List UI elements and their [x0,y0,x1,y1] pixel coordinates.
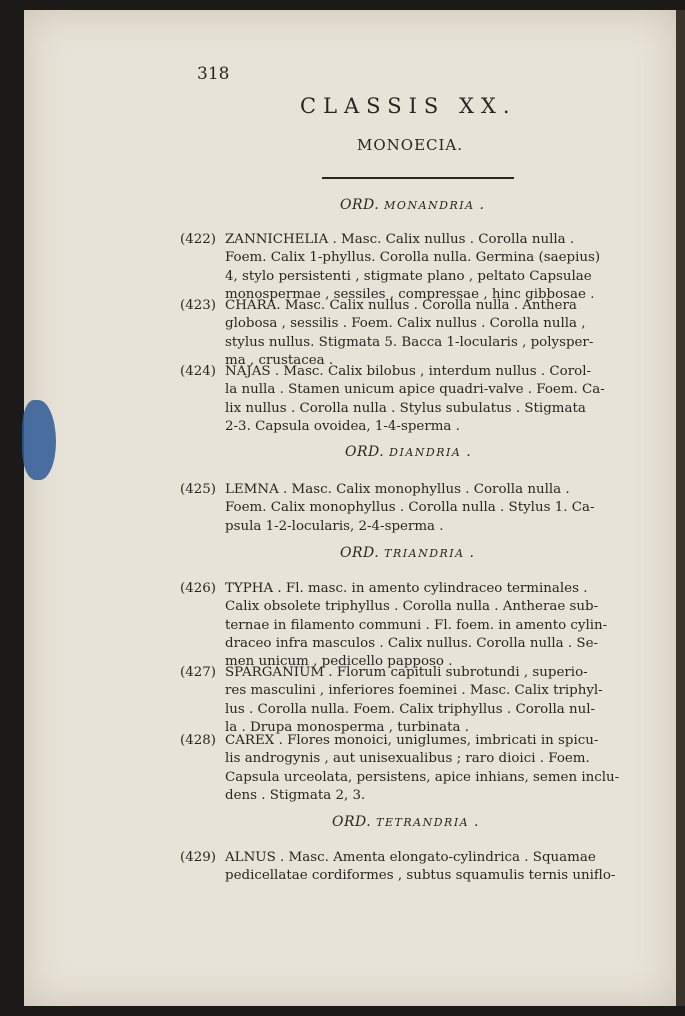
entry-line: stylus nullus. Stigmata 5. Bacca 1-locularis , polysper- [225,334,594,350]
class-subtitle: MONOECIA. [357,136,464,154]
entry-line: psula 1-2-locularis, 2-4-sperma . [225,518,444,534]
entry-423 [180,297,650,370]
entry-line: ma , crustacea . [225,352,334,368]
entry-number: (426) [180,581,217,596]
entry-line: Foem. Calix monophyllus . Corolla nulla . Stylus 1. Ca- [225,500,595,516]
entry-line: 4, stylo persistenti , stigmate plano , peltato Capsulae [225,268,592,284]
order-heading-monandria: ORD. MONANDRIA . [340,197,485,213]
ink-stain [22,400,56,480]
entry-line: dens . Stigmata 2, 3. [225,787,366,803]
entry-line: lix nullus . Corolla nulla . Stylus subulatus . Stigmata [225,400,586,416]
entry-424 [180,363,650,436]
entry-line: Foem. Calix 1-phyllus. Corolla nulla. Germina (saepius) [225,250,601,266]
entry-line: draceo infra masculos . Calix nullus. Corolla nulla . Se- [225,635,599,651]
entry-line: lis androgynis , aut unisexualibus ; raro dioici . Foem. [225,751,590,767]
entry-line: ZANNICHELIA . Masc. Calix nullus . Corolla nulla . [225,232,575,247]
entry-line: SPARGANIUM . Florum capituli subrotundi , superio- [225,665,588,680]
class-title: CLASSIS XX. [300,94,517,118]
entry-line: monospermae , sessiles , compressae , hinc gibbosae . [225,286,595,302]
order-heading-diandria: ORD. DIANDRIA . [345,444,472,460]
entry-number: (424) [180,364,217,379]
entry-line: LEMNA . Masc. Calix monophyllus . Corolla nulla . [225,482,570,497]
entry-425 [180,481,650,536]
entry-429 [180,849,650,886]
entry-number: (428) [180,733,217,748]
title-rule [322,177,514,179]
entry-line: CAREX . Flores monoici, uniglumes, imbricati in spicu- [225,733,599,748]
entry-line: la nulla . Stamen unicum apice quadri-valve . Foem. Ca- [225,382,605,398]
entry-line: Calix obsolete triphyllus . Corolla nulla . Antherae sub- [225,599,599,615]
entry-line: res masculini , inferiores foeminei . Masc. Calix triphyl- [225,683,603,699]
entry-line: la . Drupa monosperma , turbinata . [225,719,470,735]
page-number: 318 [197,64,230,84]
entry-422 [180,231,650,304]
entry-line: ternae in filamento communi . Fl. foem. in amento cylin- [225,617,608,633]
entry-line: CHARA. Masc. Calix nullus . Corolla nulla . Anthera [225,298,577,313]
entry-line: men unicum , pedicello papposo . [225,654,453,670]
order-heading-triandria: ORD. TRIANDRIA . [340,545,475,561]
entry-line: pedicellatae cordiformes , subtus squamulis ternis uniflo- [225,868,616,884]
entry-line: TYPHA . Fl. masc. in amento cylindraceo terminales . [225,581,588,596]
entry-428 [180,732,650,805]
entry-426 [180,580,650,671]
entry-number: (427) [180,665,217,680]
entry-line: globosa , sessilis . Foem. Calix nullus . Corolla nulla , [225,316,586,332]
entry-number: (429) [180,850,217,865]
entry-line: Capsula urceolata, persistens, apice inhians, semen inclu- [225,769,620,785]
order-heading-tetrandria: ORD. TETRANDRIA . [332,814,480,830]
entry-number: (425) [180,482,217,497]
entry-line: lus . Corolla nulla. Foem. Calix triphyllus . Corolla nul- [225,701,596,717]
entry-427 [180,664,650,737]
entry-line: 2-3. Capsula ovoidea, 1-4-sperma . [225,418,460,434]
page-edge [676,10,685,1006]
entry-number: (423) [180,298,217,313]
entry-line: ALNUS . Masc. Amenta elongato-cylindrica . Squamae [225,850,596,865]
entry-line: NAJAS . Masc. Calix bilobus , interdum nullus . Corol- [225,364,592,379]
entry-number: (422) [180,232,217,247]
